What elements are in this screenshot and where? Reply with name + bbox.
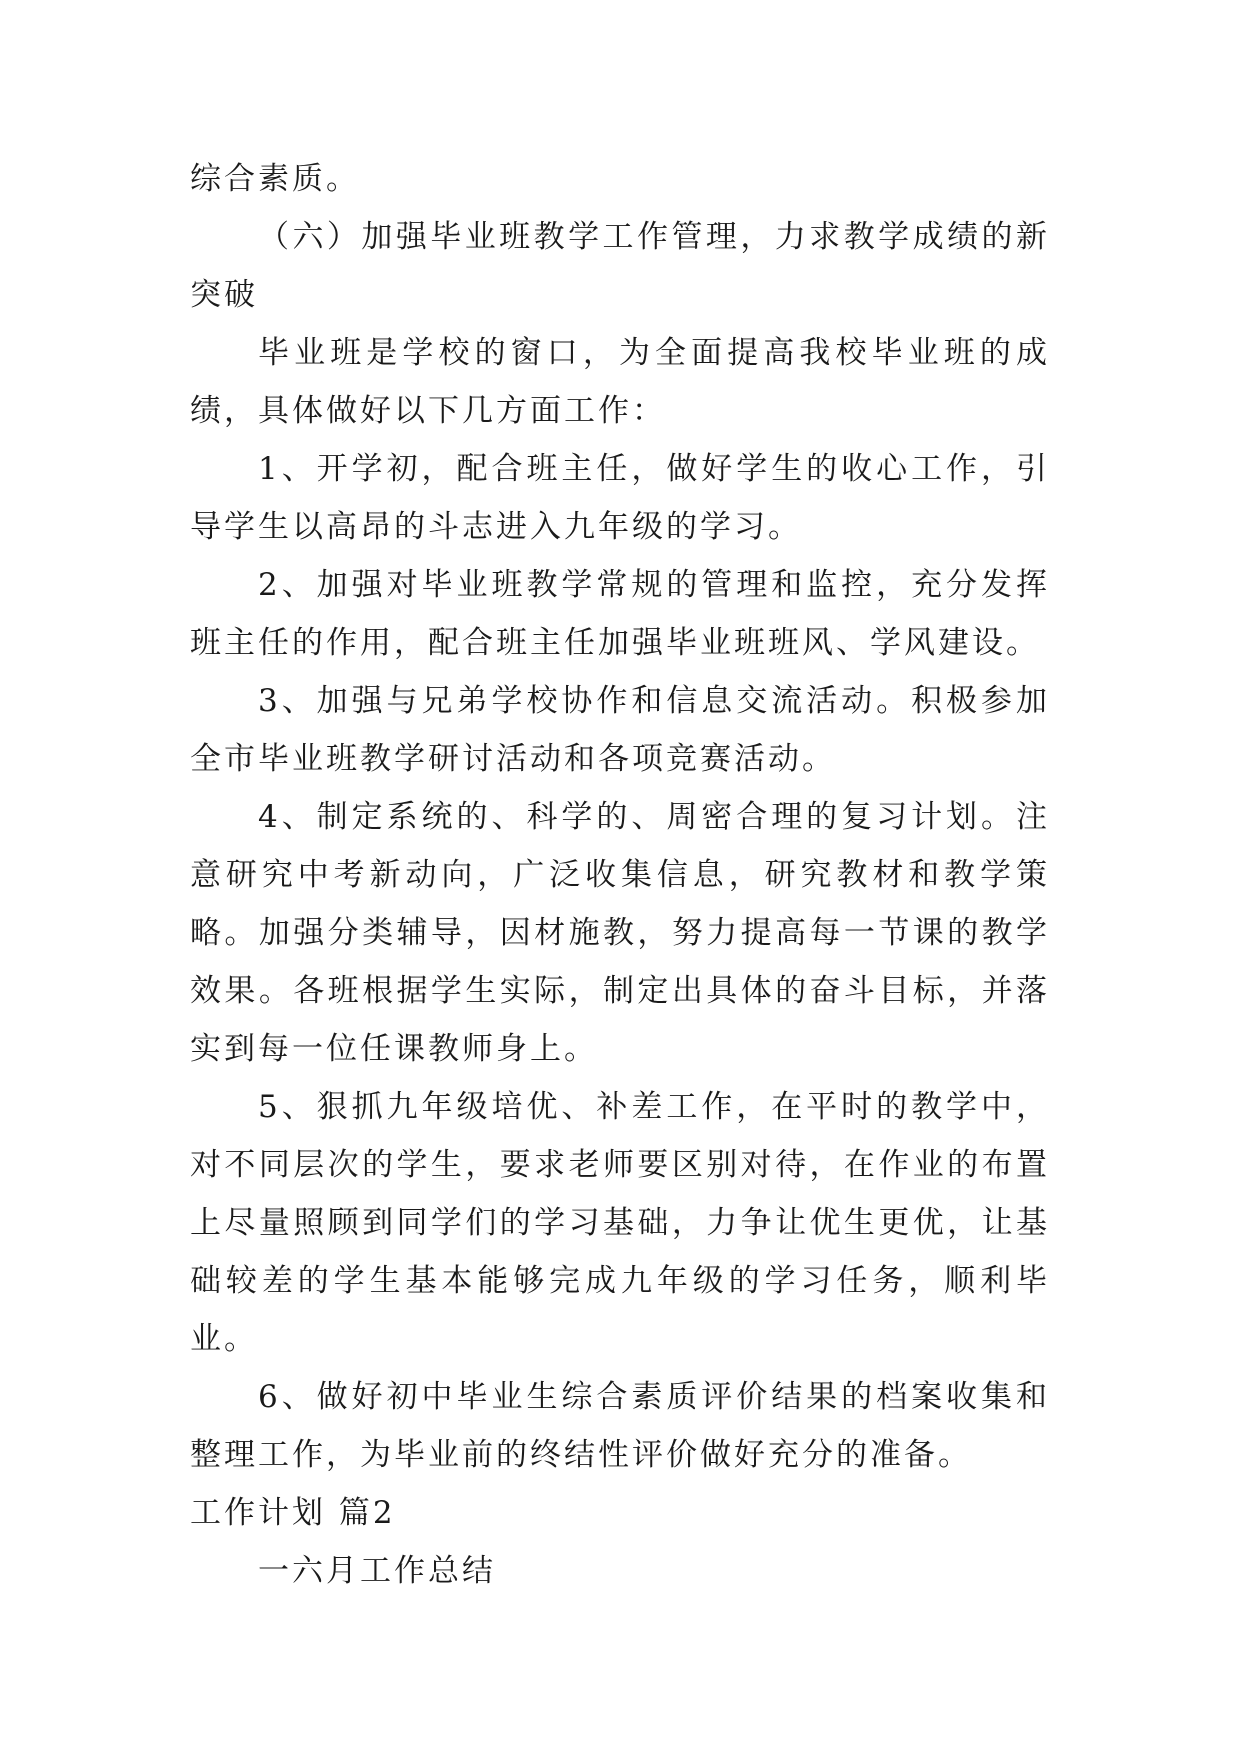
document-body: [190, 150, 1050, 1600]
paragraph-section-six-title: （六）加强毕业班教学工作管理，力求教学成绩的新突破: [190, 219, 1050, 313]
list-item: 5、狠抓九年级培优、补差工作，在平时的教学中，对不同层次的学生，要求老师要区别对待，在作业的布置上尽量照顾到同学们的学习基础，力争让优生更优，让基础较差的学生基本能够完成九年级的学习任务，顺利毕业。: [190, 1089, 1050, 1357]
section-heading: 工作计划 篇2: [190, 1495, 396, 1531]
list-item: 1、开学初，配合班主任，做好学生的收心工作，引导学生以高昂的斗志进入九年级的学习。: [190, 451, 1050, 545]
sub-heading: 一六月工作总结: [258, 1553, 496, 1589]
list-item: 6、做好初中毕业生综合素质评价结果的档案收集和整理工作，为毕业前的终结性评价做好充分的准备。: [190, 1379, 1050, 1473]
paragraph: 毕业班是学校的窗口，为全面提高我校毕业班的成绩，具体做好以下几方面工作：: [190, 335, 1050, 429]
paragraph: 综合素质。: [190, 161, 360, 197]
list-item: 3、加强与兄弟学校协作和信息交流活动。积极参加全市毕业班教学研讨活动和各项竞赛活动。: [190, 683, 1050, 777]
list-item: 2、加强对毕业班教学常规的管理和监控，充分发挥班主任的作用，配合班主任加强毕业班班风、学风建设。: [190, 567, 1050, 661]
list-item: 4、制定系统的、科学的、周密合理的复习计划。注意研究中考新动向，广泛收集信息，研究教材和教学策略。加强分类辅导，因材施教，努力提高每一节课的教学效果。各班根据学生实际，制定出具体的奋斗目标，并落实到每一位任课教师身上。: [190, 799, 1050, 1067]
